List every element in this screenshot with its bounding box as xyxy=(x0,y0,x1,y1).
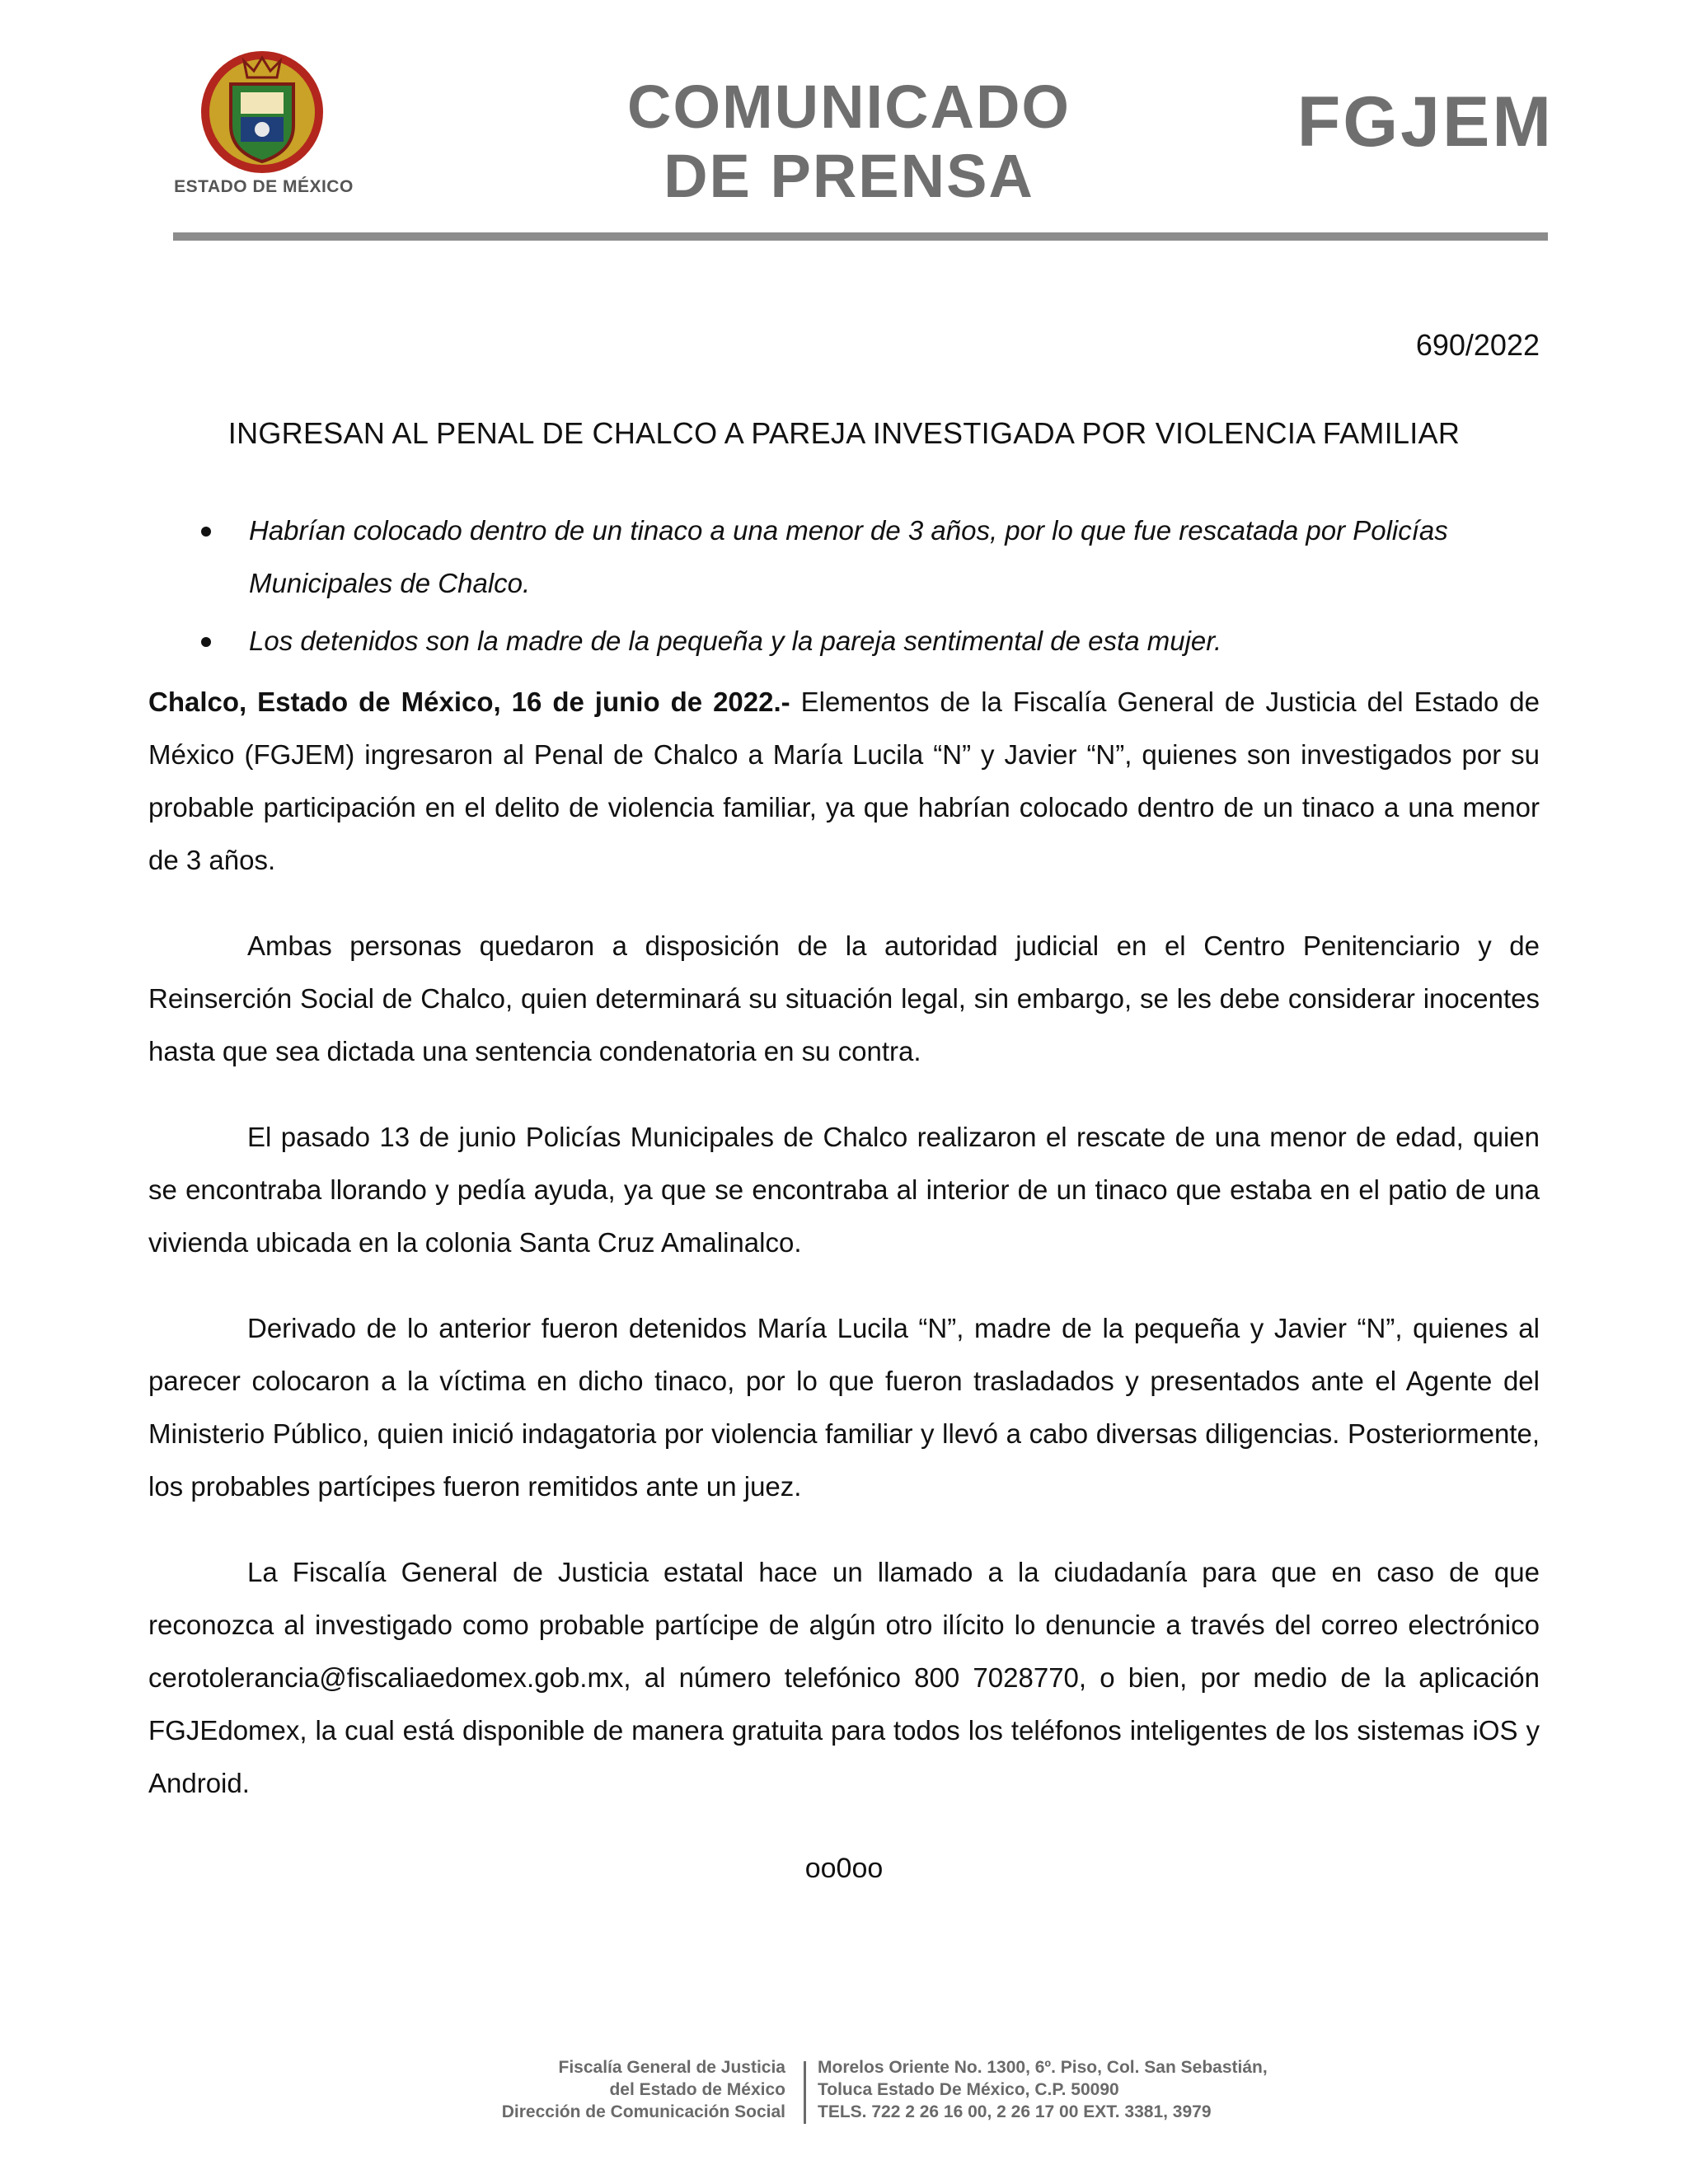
body-text xyxy=(148,676,1540,1843)
footer-right-line-2: Toluca Estado De México, C.P. 50090 xyxy=(818,2080,1119,2099)
footer-divider xyxy=(804,2061,806,2124)
footer-right-line-1: Morelos Oriente No. 1300, 6º. Piso, Col. San Sebastián, xyxy=(818,2058,1268,2077)
end-mark: oo0oo xyxy=(804,1853,884,1884)
footer-institution xyxy=(502,2056,785,2123)
title-line-1: COMUNICADO xyxy=(627,73,1071,141)
bullet-text: Habrían colocado dentro de un tinaco a una menor de 3 años, por lo que fue rescatada por Policías Municipales de Chalco. xyxy=(249,515,1448,598)
footer-left-line-2: del Estado de México xyxy=(609,2080,785,2099)
bullet-dot-icon xyxy=(201,527,211,537)
footer-address xyxy=(818,2056,1268,2123)
emblem-caption: ESTADO DE MÉXICO xyxy=(174,177,354,196)
release-number: 690/2022 xyxy=(1415,328,1540,362)
page-title xyxy=(610,73,1088,211)
paragraph-4: Derivado de lo anterior fueron detenidos María Lucila “N”, madre de la pequeña y Javier “N”, quienes al parecer colocaron a la víctima en dicho tinaco, por lo que fueron trasladados y presentados ante el Agente del Ministerio Público, quien inició indagatoria por violencia familiar y llevó a cabo diversas diligencias. Posteriormente, los probables partícipes fueron remitidos ante un juez. xyxy=(148,1313,1540,1502)
title-line-2: DE PRENSA xyxy=(663,142,1034,210)
estado-de-mexico-emblem-icon xyxy=(196,46,328,178)
footer xyxy=(0,2056,1688,2130)
bullet-dot-icon xyxy=(201,637,211,647)
paragraph-3: El pasado 13 de junio Policías Municipales de Chalco realizaron el rescate de una menor de edad, quien se encontraba llorando y pedía ayuda, ya que se encontraba al interior de un tinaco que estaba en el patio de una vivienda ubicada en la colonia Santa Cruz Amalinalco. xyxy=(148,1122,1540,1258)
header-divider xyxy=(173,232,1548,241)
bullet-item xyxy=(190,504,1540,610)
dateline: Chalco, Estado de México, 16 de junio de 2022.- xyxy=(148,687,790,717)
footer-left-line-3: Dirección de Comunicación Social xyxy=(501,2102,785,2121)
footer-left-line-1: Fiscalía General de Justicia xyxy=(558,2058,785,2077)
brand-fgjem: FGJEM xyxy=(1296,82,1554,162)
footer-right-line-3: TELS. 722 2 26 16 00, 2 26 17 00 EXT. 3381, 3979 xyxy=(818,2102,1212,2121)
headline: INGRESAN AL PENAL DE CHALCO A PAREJA INVESTIGADA POR VIOLENCIA FAMILIAR xyxy=(227,416,1461,450)
summary-bullets xyxy=(190,504,1540,673)
paragraph-1 xyxy=(148,676,1540,887)
bullet-text: Los detenidos son la madre de la pequeña y la pareja sentimental de esta mujer. xyxy=(249,626,1222,656)
paragraph-2: Ambas personas quedaron a disposición de la autoridad judicial en el Centro Penitenciario y de Reinserción Social de Chalco, quien determinará su situación legal, sin embargo, se les debe considerar inocentes hasta que sea dictada una sentencia condenatoria en su contra. xyxy=(148,930,1540,1066)
bullet-item xyxy=(190,615,1540,668)
paragraph-1-text: Elementos de la Fiscalía General de Justicia del Estado de México (FGJEM) ingresaron al Penal de Chalco a María Lucila “N” y Javier “N”, quienes son investigados por su probable participación en el delito de violencia familiar, ya que habrían colocado dentro de un tinaco a una menor de 3 años. xyxy=(148,687,1540,875)
paragraph-5: La Fiscalía General de Justicia estatal hace un llamado a la ciudadanía para que en caso de que reconozca al investigado como probable partícipe de algún otro ilícito lo denuncie a través del correo electrónico cerotolerancia@fiscaliaedomex.gob.mx, al número telefónico 800 7028770, o bien, por medio de la aplicación FGJEdomex, la cual está disponible de manera gratuita para todos los teléfonos inteligentes de los sistemas iOS y Android. xyxy=(148,1557,1540,1798)
